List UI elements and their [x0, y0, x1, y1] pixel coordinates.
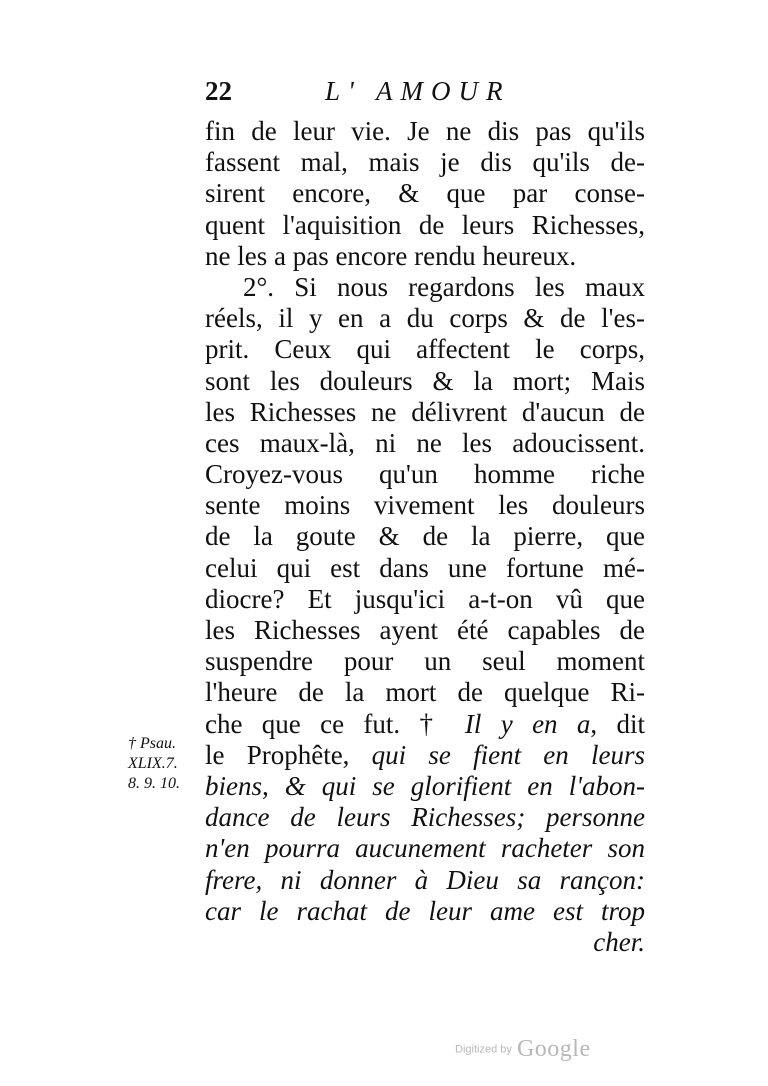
text-line: quent l'aquisition de leurs Richesses, — [205, 209, 645, 240]
text-line: de la goute & de la pierre, que — [205, 521, 645, 552]
text-line: sirent encore, & que par conse- — [205, 178, 645, 209]
text-line: les Richesses ne délivrent d'aucun de — [205, 396, 645, 427]
text-line: celui qui est dans une fortune mé- — [205, 552, 645, 583]
text-run-italic: Il y en a — [464, 708, 591, 739]
text-run-italic: qui se fient en leurs — [371, 739, 645, 770]
margin-note-line: XLIX.7. — [128, 755, 178, 772]
text-line: ne les a pas encore rendu heureux. — [205, 240, 577, 271]
text-line: prit. Ceux qui affectent le corps, — [205, 334, 645, 365]
text-run: che que ce fut. † — [205, 708, 465, 739]
text-line-italic: frere, ni donner à Dieu sa rançon: — [205, 864, 645, 895]
catchword: cher. — [593, 926, 645, 957]
text-run: , dit — [590, 708, 645, 739]
text-line: Croyez-vous qu'un homme riche — [205, 459, 645, 490]
text-line: suspendre pour un seul moment — [205, 646, 645, 677]
margin-note-line: 8. 9. 10. — [128, 775, 180, 792]
body-text — [205, 116, 645, 958]
text-line-italic: dance de leurs Richesses; personne — [205, 802, 645, 833]
text-line: diocre? Et jusqu'ici a-t-on vû que — [205, 583, 645, 614]
text-line: sente moins vivement les douleurs — [205, 490, 645, 521]
text-line — [205, 740, 645, 771]
text-line: réels, il y en a du corps & de l'es- — [205, 303, 645, 334]
text-run: le Prophête, — [205, 739, 372, 770]
margin-note-line: † Psau. — [128, 735, 176, 752]
google-logo: Google — [516, 1036, 591, 1062]
text-line-italic: car le rachat de leur ame est trop — [205, 895, 645, 926]
text-line-italic: n'en pourra aucunement racheter son — [205, 833, 645, 864]
running-title: L' AMOUR — [325, 76, 511, 106]
margin-note — [128, 734, 208, 794]
text-line: 2°. Si nous regardons les maux — [243, 271, 645, 302]
text-line: fassent mal, mais je dis qu'ils de- — [205, 147, 645, 178]
text-line: ces maux-là, ni ne les adoucissent. — [205, 427, 645, 458]
text-line-italic: biens, & qui se glorifient en l'abon- — [205, 770, 645, 801]
text-line: fin de leur vie. Je ne dis pas qu'ils — [205, 116, 645, 146]
text-line — [205, 709, 645, 740]
text-line: les Richesses ayent été capables de — [205, 615, 645, 645]
running-head — [205, 76, 645, 112]
text-line: l'heure de la mort de quelque Ri- — [205, 677, 645, 708]
watermark-prefix: Digitized by — [455, 1043, 512, 1056]
digitized-watermark — [455, 1036, 635, 1066]
text-line: sont les douleurs & la mort; Mais — [205, 365, 645, 396]
page-number: 22 — [205, 76, 232, 106]
